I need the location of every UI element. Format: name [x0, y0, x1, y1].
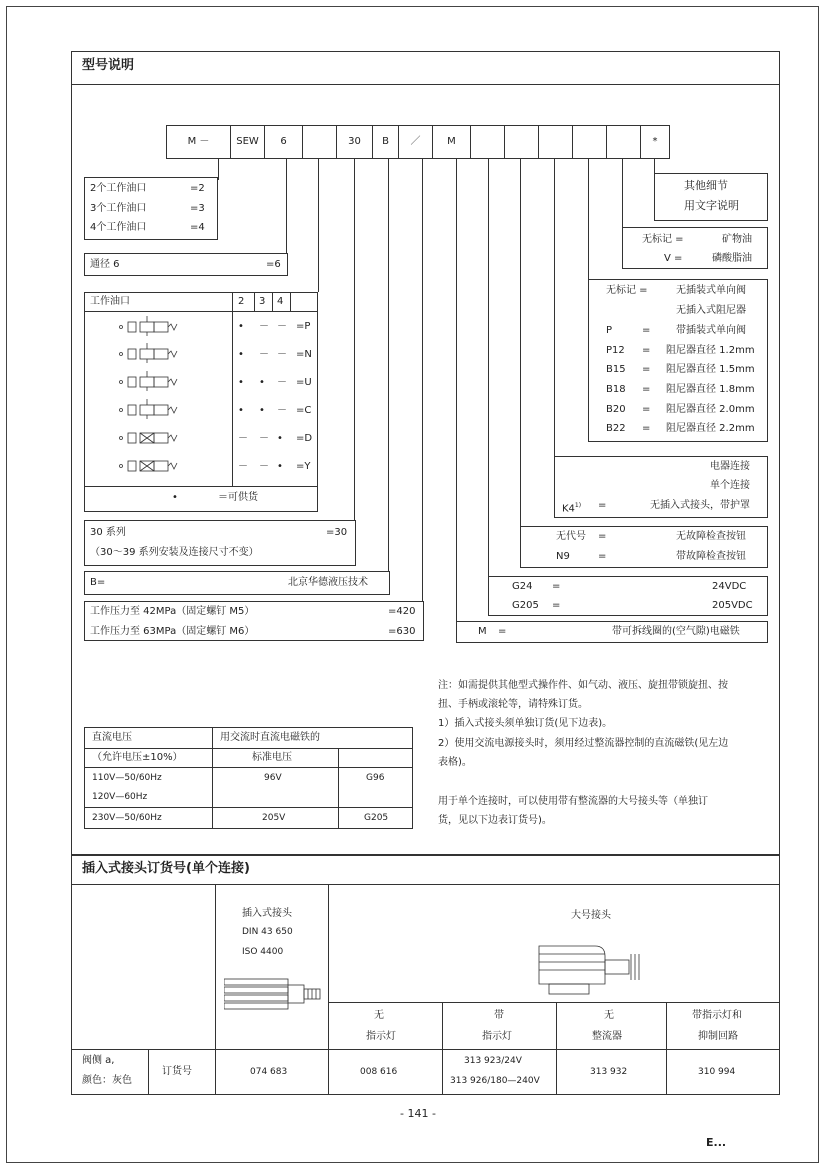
- work-cell: －: [277, 321, 287, 332]
- work-cell: －: [277, 377, 287, 388]
- valve-symbols: [118, 316, 190, 480]
- note-line: 注：如需提供其他型式操作件、如气动、液压、旋扭带锁旋扭、按: [438, 680, 728, 691]
- elec-sup: 1): [574, 502, 582, 509]
- connector-line: [422, 159, 423, 601]
- code-cell: [538, 125, 572, 159]
- check-eq: =: [642, 325, 651, 336]
- voltage-eq-2: =: [552, 600, 561, 611]
- magnet-eq: =: [498, 626, 507, 637]
- pressure-value-2: =630: [388, 626, 416, 637]
- work-header-divider: [84, 311, 318, 312]
- connector-line: [554, 159, 555, 456]
- work-foot-dot: •: [172, 492, 178, 503]
- seal-value-2: 磷酸脂油: [712, 253, 752, 264]
- work-cell: －: [238, 433, 248, 444]
- vtable-r1a: 110V—50/60Hz: [92, 773, 162, 783]
- work-col-line: [232, 292, 233, 486]
- other-details-line2: 用文字说明: [684, 199, 739, 212]
- frame-top: [6, 6, 819, 7]
- check-eq: =: [642, 364, 651, 375]
- plug-row-line: [71, 1049, 780, 1050]
- plug-row-key: 订货号: [162, 1066, 192, 1077]
- magnet-value: 带可拆线圈的(空气隙)电磁铁: [612, 626, 740, 637]
- code-cell: [606, 125, 640, 159]
- vtable-r2a: 230V—50/60Hz: [92, 813, 162, 823]
- vtable-r1b: 120V—60Hz: [92, 792, 148, 802]
- ports-label-2: 3个工作油口: [90, 203, 147, 214]
- note-line: 表格)。: [438, 757, 472, 768]
- small-plug-label-3: ISO 4400: [242, 947, 284, 957]
- vtable-r2c: G205: [364, 813, 389, 823]
- connector-line: [520, 159, 521, 526]
- work-code: =Y: [296, 461, 311, 472]
- check-key: P: [606, 325, 613, 336]
- elec-value: 无插入式接头，带护罩: [650, 500, 750, 511]
- vtable-s1: （允许电压±10%）: [92, 752, 183, 763]
- code-cell: [572, 125, 606, 159]
- size-value: =6: [266, 259, 281, 270]
- plug-col4-l1: 带指示灯和: [692, 1010, 742, 1021]
- plug-row-label-2: 颜色：灰色: [82, 1075, 132, 1086]
- check-eq: =: [642, 345, 651, 356]
- check-value: 阻尼器直径 1.5mm: [666, 364, 755, 375]
- vtable-r1c: G96: [366, 773, 385, 783]
- manual-value-2: 带故障检查按钮: [676, 551, 746, 562]
- code-cell: [302, 125, 336, 159]
- connector-line: [456, 159, 457, 621]
- check-key: B18: [606, 384, 626, 395]
- ports-value-3: =4: [190, 222, 205, 233]
- work-cell: －: [259, 433, 269, 444]
- brand-key: B=: [90, 577, 106, 588]
- elec-line-1: 电器连接: [710, 461, 750, 472]
- connector-line: [354, 159, 355, 520]
- check-key: B20: [606, 404, 626, 415]
- check-value: 阻尼器直径 1.8mm: [666, 384, 755, 395]
- frame-right: [818, 6, 819, 1163]
- elec-key: K4$^{1)}$: [562, 502, 582, 515]
- connector-line: [588, 159, 589, 279]
- code-cell: 30: [336, 125, 372, 159]
- code-cell: M －: [166, 125, 230, 159]
- manual-value-1: 无故障检查按钮: [676, 531, 746, 542]
- plug-col-line: [148, 1049, 149, 1095]
- code-cell: 6: [264, 125, 302, 159]
- plug-col-line: [215, 884, 216, 1095]
- code-cell: B: [372, 125, 398, 159]
- plug-title: 插入式接头订货号(单个连接): [82, 861, 250, 876]
- check-value: 无插装式单向阀: [676, 285, 746, 296]
- voltage-value-2: 205VDC: [712, 600, 753, 611]
- frame-left: [6, 6, 7, 1163]
- plug-row-line: [328, 1002, 780, 1003]
- frame-bottom: [6, 1162, 819, 1163]
- check-eq: =: [642, 423, 651, 434]
- magnet-key: M: [478, 626, 487, 637]
- work-code: =U: [296, 377, 312, 388]
- vtable-r1v: 96V: [264, 773, 282, 783]
- pressure-label-2: 工作压力至 63MPa（固定螺钉 M6）: [90, 626, 255, 637]
- work-col-3: 3: [259, 296, 266, 307]
- vtable-col-line: [212, 727, 213, 829]
- work-cell: •: [238, 405, 244, 416]
- check-value: 阻尼器直径 2.0mm: [666, 404, 755, 415]
- series-label: 30 系列: [90, 527, 126, 538]
- work-cell: •: [238, 321, 244, 332]
- check-eq: =: [642, 404, 651, 415]
- work-foot: ＝可供货: [218, 492, 258, 503]
- ports-label-1: 2个工作油口: [90, 183, 147, 194]
- work-code: =N: [296, 349, 312, 360]
- connector-line: [654, 159, 655, 173]
- work-cell: •: [238, 349, 244, 360]
- work-col-line: [290, 292, 291, 311]
- work-cell: •: [259, 377, 265, 388]
- voltage-key-1: G24: [512, 581, 533, 592]
- connector-line: [488, 159, 489, 576]
- work-cell: －: [277, 405, 287, 416]
- work-col-4: 4: [277, 296, 284, 307]
- connector-line: [622, 159, 623, 227]
- vtable-h1: 直流电压: [92, 732, 132, 743]
- manual-key-1: 无代号: [556, 531, 586, 542]
- work-col-line: [254, 292, 255, 311]
- small-plug-label-1: 插入式接头: [242, 908, 292, 919]
- work-code: =D: [296, 433, 313, 444]
- vtable-s2: 标准电压: [252, 752, 292, 763]
- order-number: 313 926/180—240V: [450, 1076, 540, 1086]
- check-value: 阻尼器直径 1.2mm: [666, 345, 755, 356]
- ports-value-1: =2: [190, 183, 205, 194]
- order-number: 310 994: [698, 1067, 736, 1077]
- work-cell: －: [277, 349, 287, 360]
- connector-line: [218, 159, 219, 180]
- elec-line-2: 单个连接: [710, 480, 750, 491]
- other-details-line1: 其他细节: [684, 179, 728, 192]
- connector-line: [388, 159, 389, 571]
- plug-col2-l1: 带: [494, 1010, 504, 1021]
- plug-row-label-1: 阀侧 a,: [82, 1055, 115, 1066]
- work-footer-divider: [84, 486, 318, 487]
- vtable-row-line: [84, 807, 413, 808]
- work-col-2: 2: [238, 296, 245, 307]
- plug-col4-l2: 抑制回路: [698, 1031, 738, 1042]
- corner-mark: E...: [706, 1136, 727, 1149]
- order-number: 313 932: [590, 1067, 628, 1077]
- check-eq: =: [642, 384, 651, 395]
- voltage-key-2: G205: [512, 600, 539, 611]
- manual-eq-2: =: [598, 551, 607, 562]
- plug-col1-l1: 无: [374, 1010, 384, 1021]
- plug-col3-l2: 整流器: [592, 1031, 622, 1042]
- check-value: 带插装式单向阀: [676, 325, 746, 336]
- check-valve-box: [588, 279, 768, 442]
- plug-col-line: [328, 884, 329, 1095]
- elec-eq: =: [598, 500, 607, 511]
- code-cell: ／: [398, 125, 432, 159]
- plug-section: [71, 855, 780, 1095]
- large-plug-drawing: [535, 940, 645, 996]
- plug-col1-l2: 指示灯: [366, 1031, 396, 1042]
- voltage-value-1: 24VDC: [712, 581, 747, 592]
- check-value: 阻尼器直径 2.2mm: [666, 423, 755, 434]
- work-cell: •: [259, 405, 265, 416]
- title-divider: [71, 84, 780, 85]
- code-cell: M: [432, 125, 470, 159]
- size-label: 通径 6: [90, 259, 120, 270]
- check-key: B15: [606, 364, 626, 375]
- plug-col3-l1: 无: [604, 1010, 614, 1021]
- vtable-h2: 用交流时直流电磁铁的: [220, 732, 320, 743]
- work-code: =P: [296, 321, 311, 332]
- code-cell: [504, 125, 538, 159]
- order-number: 074 683: [250, 1067, 288, 1077]
- pressure-label-1: 工作压力至 42MPa（固定螺钉 M5）: [90, 606, 255, 617]
- ports-value-2: =3: [190, 203, 205, 214]
- series-value: =30: [326, 527, 348, 538]
- small-plug-drawing: [224, 975, 324, 1015]
- check-key: B22: [606, 423, 626, 434]
- work-header: 工作油口: [90, 296, 130, 307]
- pressure-value-1: =420: [388, 606, 416, 617]
- work-cell: •: [238, 377, 244, 388]
- note-line: 货，见以下边表订货号)。: [438, 815, 552, 826]
- seal-value-1: 矿物油: [722, 234, 752, 245]
- order-number: 313 923/24V: [464, 1056, 522, 1066]
- small-plug-label-2: DIN 43 650: [242, 927, 293, 937]
- large-plug-label: 大号接头: [571, 910, 611, 921]
- code-cell: [470, 125, 504, 159]
- check-key: P12: [606, 345, 625, 356]
- page-title: 型号说明: [82, 58, 135, 73]
- note-line: 2）使用交流电源接头时，须用经过整流器控制的直流磁铁(见左边: [438, 738, 729, 749]
- check-value: 无插入式阻尼器: [676, 305, 746, 316]
- work-cell: •: [277, 461, 283, 472]
- brand-value: 北京华德液压技术: [288, 577, 368, 588]
- vtable-row-line: [84, 748, 413, 749]
- vtable-r2v: 205V: [262, 813, 286, 823]
- work-cell: •: [277, 433, 283, 444]
- ports-label-3: 4个工作油口: [90, 222, 147, 233]
- note-line: 用于单个连接时，可以使用带有整流器的大号接头等（单独订: [438, 796, 708, 807]
- vtable-col-line: [338, 748, 339, 829]
- seal-key-2: V =: [664, 253, 683, 264]
- note-line: 扭、手柄或滚轮等，请特殊订货。: [438, 699, 588, 710]
- plug-title-divider: [71, 884, 780, 885]
- check-key: 无标记 =: [606, 285, 648, 296]
- vtable-row-line: [84, 767, 413, 768]
- connector-line: [318, 159, 319, 292]
- seal-key-1: 无标记 =: [642, 234, 684, 245]
- note-line: 1）插入式接头须单独订货(见下边表)。: [438, 718, 613, 729]
- page-number: - 141 -: [400, 1107, 436, 1120]
- work-cell: －: [259, 461, 269, 472]
- code-cell: SEW: [230, 125, 264, 159]
- manual-eq-1: =: [598, 531, 607, 542]
- manual-key-2: N9: [556, 551, 570, 562]
- plug-col2-l2: 指示灯: [482, 1031, 512, 1042]
- order-number: 008 616: [360, 1067, 398, 1077]
- voltage-eq-1: =: [552, 581, 561, 592]
- connector-line: [286, 159, 287, 253]
- work-col-line: [272, 292, 273, 311]
- work-cell: －: [238, 461, 248, 472]
- work-code: =C: [296, 405, 312, 416]
- work-cell: －: [259, 321, 269, 332]
- work-cell: －: [259, 349, 269, 360]
- code-cell: *: [640, 125, 670, 159]
- series-note: （30～39 系列安装及连接尺寸不变）: [90, 547, 259, 558]
